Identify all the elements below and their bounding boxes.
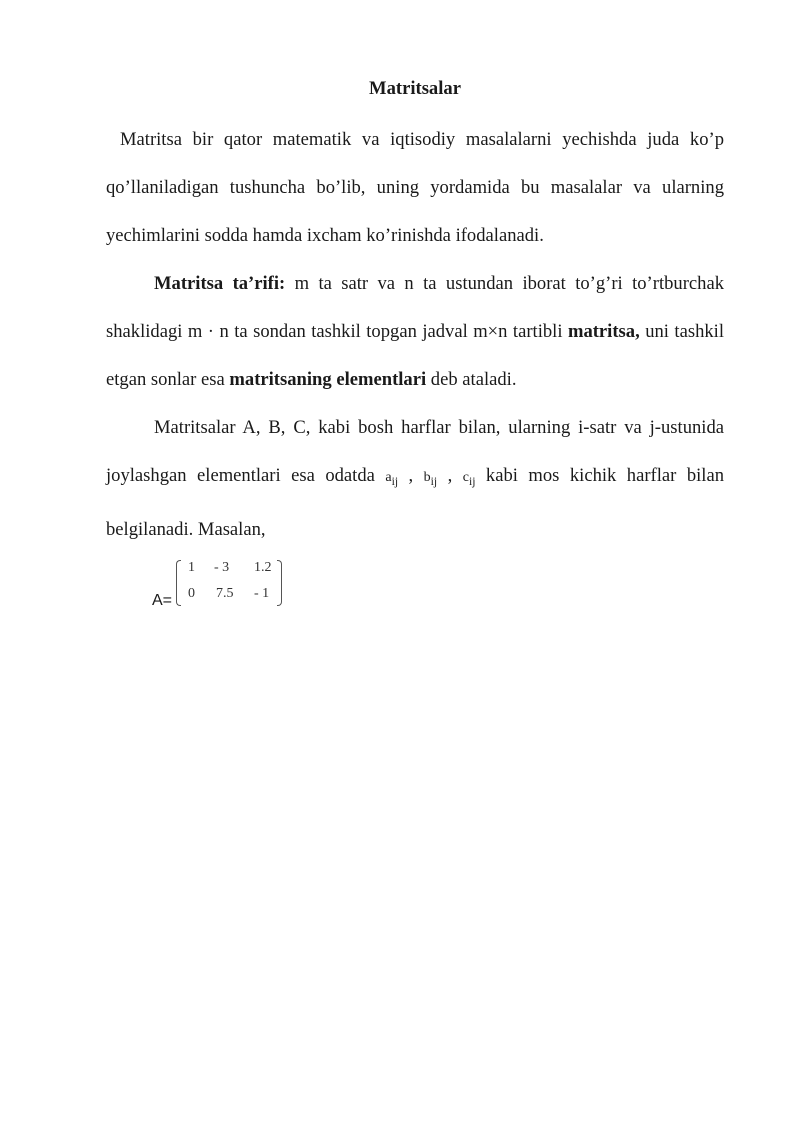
definition-term: Matritsa ta’rifi: [154, 273, 286, 294]
matrix-cell: - 3 [214, 559, 230, 575]
matrix-cell: 1.2 [254, 559, 272, 575]
definition-text-1: m ta satr va n ta ustundan iborat to’g’ri to’rtburchak shaklidagi m · n ta sondan tashkil topgan jadval m×n tartibli [106, 273, 724, 342]
document-page [106, 74, 724, 638]
definition-paragraph [106, 260, 724, 404]
left-bracket [176, 560, 181, 606]
page-title: Matritsalar [369, 78, 461, 99]
element-b: $b_{ij}$ [423, 470, 438, 488]
matrix-cell: 1 [188, 559, 195, 575]
definition-text-3: deb ataladi. [426, 369, 517, 390]
bold-matritsa: matritsa, [567, 321, 640, 342]
matrix-A [176, 558, 282, 616]
right-bracket [277, 560, 282, 606]
matrix-cell: - 1 [254, 585, 270, 601]
notation-paragraph: Matritsalar A, B, C, kabi bosh harflar bilan, ularning i-satr va j-ustunida joylashgan elementlari esa odatda $a_{ij}$ , $b_{ij}$ , $c_{ij}$ kabi mos kichik harflar bilan belgilanadi. Masalan, [106, 417, 724, 540]
intro-paragraph: Matritsa bir qator matematik va iqtisodiy masalalarni yechishda juda ko’p qo’llaniladigan tushuncha bo’lib, uning yordamida bu masalalar va ularning yechimlarini sodda hamda ixcham ko’rinishda ifodalanadi. [106, 129, 724, 246]
matrix-cell: 7.5 [216, 585, 234, 601]
element-c: $c_{ij}$ [462, 470, 476, 488]
matrix-label: A= [152, 591, 173, 609]
bold-elements: matritsaning elementlari [229, 369, 427, 390]
matrix-cell: 0 [188, 585, 195, 601]
notation-text-1: Matritsalar A, B, C, kabi bosh harflar bilan, ularning i-satr va j-ustunida joylashgan elementlari esa odatda [106, 417, 724, 486]
definition-text-2: uni tashkil etgan sonlar esa [106, 321, 724, 390]
element-a: $a_{ij}$ [385, 470, 399, 488]
notation-text-2: kabi mos kichik harflar bilan belgilanadi. Masalan, [106, 465, 724, 540]
matrix-example [106, 558, 724, 638]
